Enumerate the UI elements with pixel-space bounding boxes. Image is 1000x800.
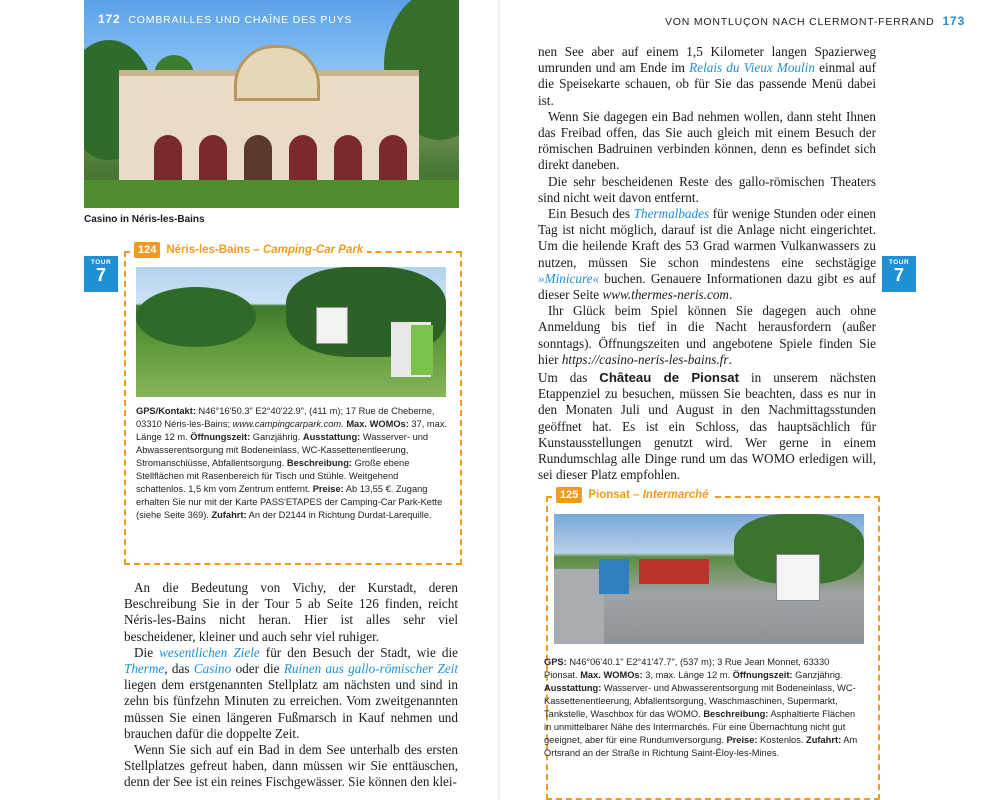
info-label: Beschreibung: — [703, 709, 769, 719]
page-number-left: 172 — [98, 12, 121, 26]
info-label: GPS/Kontakt: — [136, 406, 196, 416]
highlighted-term: Relais du Vieux Moulin — [689, 60, 815, 76]
text-run: Ein Besuch des — [548, 206, 634, 222]
highlighted-term: wesentlichen Ziele — [159, 644, 260, 660]
site-number-125: 125 — [556, 487, 582, 503]
text-run: Ihr Glück beim Spiel können Sie dagegen auch ohne Anmeldung bis tief in die Nacht herausfordern (außer sonntags). Öffnungszeiten und angebotene Spiele finden Sie hier — [538, 303, 876, 367]
info-label: Ausstattung: — [544, 683, 602, 693]
web-address: www.thermes-neris.com — [602, 287, 729, 303]
info-label: Ausstattung: — [302, 432, 361, 442]
web-address: www.campingcarpark.com. — [232, 419, 344, 429]
photo-caption: Casino in Néris-les-Bains — [84, 214, 205, 225]
text-run: , das — [164, 661, 194, 677]
running-head-right — [665, 14, 965, 28]
site-dash: – — [250, 244, 263, 256]
text-run: Wenn Sie sich auf ein Bad in dem See unterhalb des ersten Stellplatzes gefreut haben, dann müssen wir Sie enttäuschen, denn der See ist ein reines Fischgewässer. Sie können den klei- — [124, 742, 458, 790]
tour-tab-right — [882, 256, 916, 292]
info-label: Preise: — [726, 735, 758, 745]
right-page — [500, 0, 1000, 800]
text-run: . — [728, 287, 733, 303]
body-text-right — [538, 44, 876, 368]
paragraph — [538, 109, 876, 174]
text-run: Die — [134, 644, 160, 660]
text-run: Große ebene Stellflächen mit Rasenbereich für Tisch und Stühle. Weitgehend schattenlos. 1,5 km vom Zentrum entfernt. — [136, 458, 410, 494]
text-run: . — [728, 351, 732, 367]
text-run: Wasserver- und Abwasserentsorgung mit Bodeneinlass, WC-Kassettenentleerung, Stromanschlüsse, Abfallentsorgung. — [136, 432, 429, 468]
text-run: 3, max. Länge 12 m. — [642, 670, 733, 680]
text-run: Asphaltierte Flächen in unmittelbarer Nähe des Intermarchés. Für eine Übernachtung nicht gut geeignet, aber für eine Rundumversorgung. — [544, 709, 856, 745]
paragraph — [124, 580, 458, 645]
site-dash-125: – — [629, 489, 643, 501]
text-run: einmal auf die Speisekarte schauen, ob für Sie das passende Menü dabei ist. — [538, 60, 876, 108]
bold-term: Château de Pionsat — [599, 370, 740, 385]
site-name-125: Pionsat — [588, 489, 630, 501]
site-box-124 — [124, 244, 462, 565]
text-run: liegen dem erstgenannten Stellplatz am nächsten und sind in zehn bis fünfzehn Minuten zu erreichen. Vom zweitgenannten müssen Sie einen längeren Fußmarsch in Kauf nehmen und brauchen dafür die doppelte Zeit. — [124, 677, 458, 741]
info-label: Preise: — [312, 484, 344, 494]
site-heading — [130, 242, 367, 258]
info-label: Max. WOMOs: — [580, 670, 643, 680]
paragraph — [538, 206, 876, 303]
tour-tab-number-right: 7 — [893, 265, 904, 285]
site-number: 124 — [134, 242, 160, 258]
text-run: Ganzjährig. — [250, 432, 303, 442]
highlighted-term: Thermalbades — [633, 206, 710, 222]
site-heading-125 — [552, 487, 713, 503]
text-run: oder die — [231, 661, 284, 677]
highlighted-term: Therme — [124, 661, 165, 677]
site-operator: Camping-Car Park — [262, 244, 364, 256]
running-head-title-right: VON MONTLUÇON NACH CLERMONT-FERRAND — [665, 16, 935, 28]
paragraph — [538, 174, 876, 206]
text-run: An der D2144 in Richtung Durdat-Larequille. — [246, 510, 432, 520]
site-box-125 — [544, 489, 880, 800]
text-run: Ab 13,55 €. Zugang erhalten Sie nur mit der Karte PASS'ETAPES der Camping-Car Park-Kette (siehe Seite 369). — [136, 484, 443, 520]
text-run: buchen. Genauere Informationen dazu gibt es auf dieser Seite — [538, 270, 876, 303]
highlighted-term: Casino — [193, 661, 232, 677]
text-run: N46°16'50.3" E2°40'22.9", (411 m); 17 Rue de Cheberne, 03310 Néris-les-Bains; — [136, 406, 435, 429]
body-text-right-2 — [538, 370, 876, 483]
text-run: nen See aber auf einem 1,5 Kilometer langen Spazierweg umrunden und am Ende im — [538, 44, 876, 76]
info-label: Öffnungszeit: — [732, 670, 793, 680]
highlighted-term: »Minicure« — [538, 270, 600, 286]
tour-tab-left — [84, 256, 118, 292]
text-run: N46°06'40.1" E2°41'47.7", (537 m); 3 Rue Jean Monnet, 63330 Pionsat. — [544, 657, 830, 680]
paragraph — [538, 303, 876, 368]
running-head-left — [98, 12, 352, 26]
site-name: Néris-les-Bains — [166, 244, 251, 256]
tour-tab-word-right: TOUR — [888, 259, 910, 266]
paragraph — [538, 44, 876, 109]
site-operator-125: Intermarché — [642, 489, 709, 501]
paragraph — [538, 370, 876, 483]
text-run: Wasserver- und Abwasserentsorgung mit Bodeneinlass, WC-Kassettenentleerung, Abfallentsorgung, Waschmaschinen, Supermarkt, Tankstelle, Waschbox für das WOMO. — [544, 683, 856, 719]
info-label: GPS: — [544, 657, 567, 667]
info-label: Zufahrt: — [211, 510, 247, 520]
info-label: Max. WOMOs: — [343, 419, 409, 429]
info-label: Öffnungszeit: — [190, 432, 251, 442]
highlighted-term: Ruinen aus gallo-römischer Zeit — [283, 661, 458, 677]
text-run: Um das — [538, 370, 600, 385]
info-label: Beschreibung: — [286, 458, 352, 468]
text-run: für wenige Stunden oder einen Tag ist nicht möglich, darauf ist die Anlage nicht eingerichtet. Um die heilende Kraft des 53 Grad warmen Vulkanwassers zu nutzen, müssen Sie schon mindestens eine sechstägige — [538, 206, 876, 270]
web-address: https://casino-neris-les-bains.fr — [561, 351, 729, 367]
text-run: Am Ortsrand an der Straße in Richtung Saint-Éloy-les-Mines. — [544, 735, 858, 758]
running-head-title-left: COMBRAILLES UND CHAÎNE DES PUYS — [128, 14, 353, 26]
text-run: in unserem nächsten Etappenziel zu besuchen, müssen Sie beachten, dass es nur in den Monaten Juli und August in den Nachmittagsstunden geöffnet hat. Es ist ein Schloss, das hauptsächlich für Kunstausstellungen genutzt wird. Wer gerne in einem Rundumschlag alle Dinge rund um das WOMO erledigen will, sei dieser Platz empfohlen. — [538, 370, 876, 483]
casino-photo — [84, 0, 459, 208]
site-info-125 — [544, 656, 864, 760]
tour-tab-number: 7 — [95, 265, 106, 285]
site-info-124 — [136, 405, 448, 522]
info-label: Zufahrt: — [806, 735, 842, 745]
paragraph — [124, 645, 458, 742]
text-run: 37, max. Länge 12 m. — [136, 419, 448, 442]
text-run: Die sehr bescheidenen Reste des gallo-römischen Theaters sind nicht weit davon entfernt. — [538, 173, 876, 205]
text-run: An die Bedeutung von Vichy, der Kurstadt, deren Beschreibung Sie in der Tour 5 ab Seite 126 finden, reicht Néris-les-Bains nicht heran. Hier ist alles sehr viel bescheidener, kleiner und auch sehr viel ruhiger. — [124, 580, 458, 644]
text-run: Wenn Sie dagegen ein Bad nehmen wollen, dann steht Ihnen das Freibad offen, das Sie auch gleich mit einem Besuch der römischen Badruinen verbinden können, denn es befindet sich direkt daneben. — [538, 108, 876, 173]
campsite-photo — [136, 267, 446, 397]
text-run: für den Besuch der Stadt, wie die — [259, 644, 458, 660]
page-number-right: 173 — [942, 14, 965, 28]
text-run: Ganzjährig. — [792, 670, 843, 680]
paragraph — [124, 742, 458, 791]
body-text-left — [124, 580, 458, 791]
tour-tab-word: TOUR — [90, 259, 112, 266]
text-run: Kostenlos. — [757, 735, 807, 745]
intermarche-photo — [554, 514, 864, 644]
